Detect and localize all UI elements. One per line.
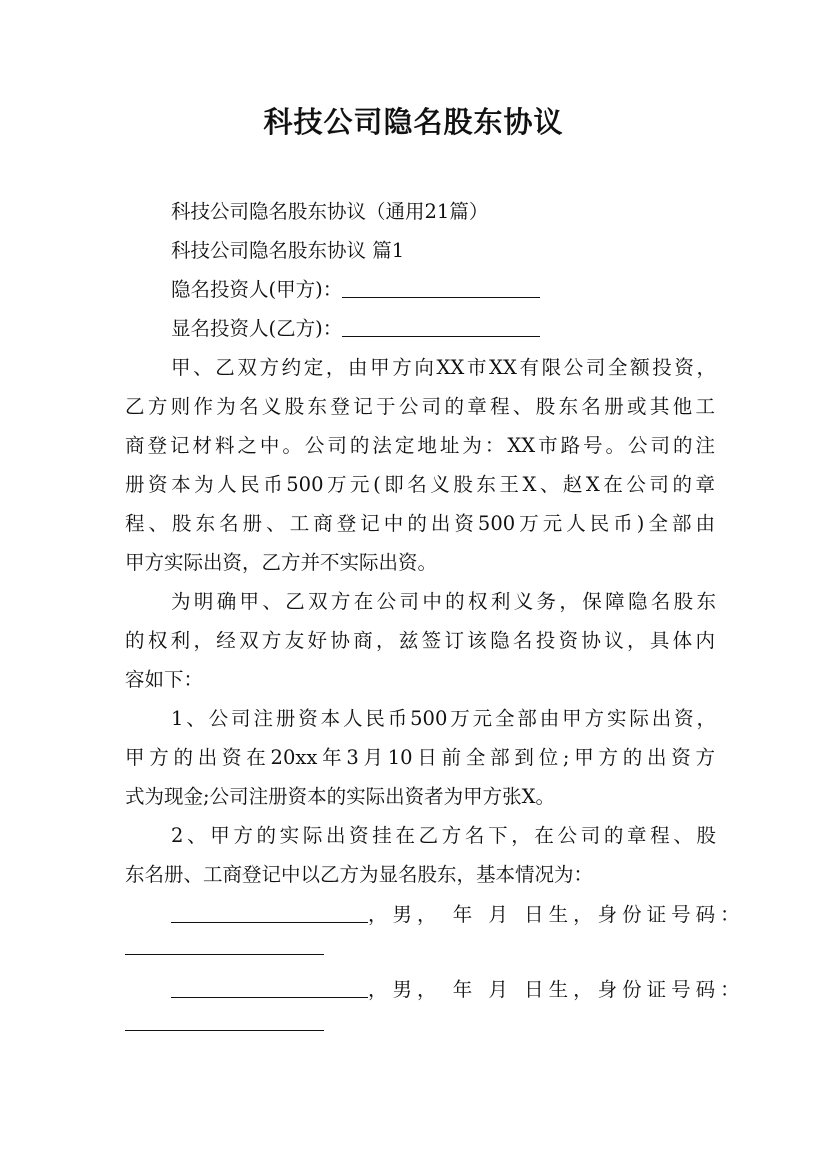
clause-1-line: 甲方的出资在20xx年3月10日前全部到位;甲方的出资方 <box>125 746 715 769</box>
party-a-label: 隐名投资人(甲方)： <box>171 278 343 301</box>
paragraph-line: 容如下： <box>125 668 204 691</box>
paragraph-line: 的权利，经双方友好协商，兹签订该隐名投资协议，具体内 <box>125 629 715 652</box>
paragraph-line: 册资本为人民币500万元(即名义股东王X、赵X在公司的章 <box>125 473 715 496</box>
shareholder-info-text: ，男， 年 月 日生，身份证号码： <box>368 978 745 1001</box>
paragraph-line: 甲方实际出资，乙方并不实际出资。 <box>125 551 438 574</box>
party-b-line <box>171 309 716 349</box>
party-a-blank <box>342 275 540 298</box>
subtitle-line: 科技公司隐名股东协议（通用21篇） <box>171 200 489 223</box>
id-number-line <box>125 932 715 959</box>
id-number-line <box>125 1008 715 1035</box>
paragraph-line: 为明确甲、乙双方在公司中的权利义务，保障隐名股东 <box>171 590 716 613</box>
paragraph-line: 乙方则作为名义股东登记于公司的章程、股东名册或其他工 <box>125 395 715 418</box>
paragraph-line: 程、股东名册、工商登记中的出资500万元人民币)全部由 <box>125 512 715 535</box>
section-heading: 科技公司隐名股东协议 篇1 <box>171 239 405 262</box>
clause-1-line: 式为现金;公司注册资本的实际出资者为甲方张X。 <box>125 785 555 808</box>
name-blank <box>171 900 368 923</box>
id-number-blank <box>125 1008 324 1031</box>
shareholder-info-line <box>171 970 745 1010</box>
party-a-line <box>171 270 716 310</box>
shareholder-info-text: ，男， 年 月 日生，身份证号码： <box>368 903 745 926</box>
party-b-label: 显名投资人(乙方)： <box>171 317 343 340</box>
paragraph-line: 甲、乙双方约定，由甲方向XX市XX有限公司全额投资， <box>171 356 716 379</box>
clause-1-line: 1、公司注册资本人民币500万元全部由甲方实际出资， <box>171 707 716 730</box>
id-number-blank <box>125 932 324 955</box>
clause-2-line: 东名册、工商登记中以乙方为显名股东，基本情况为： <box>125 863 594 886</box>
shareholder-info-line <box>171 895 745 935</box>
party-b-blank <box>342 314 540 337</box>
clause-2-line: 2、甲方的实际出资挂在乙方名下，在公司的章程、股 <box>171 824 716 847</box>
document-title: 科技公司隐名股东协议 <box>263 105 564 139</box>
name-blank <box>171 975 368 998</box>
paragraph-line: 商登记材料之中。公司的法定地址为：XX市路号。公司的注 <box>125 434 715 457</box>
